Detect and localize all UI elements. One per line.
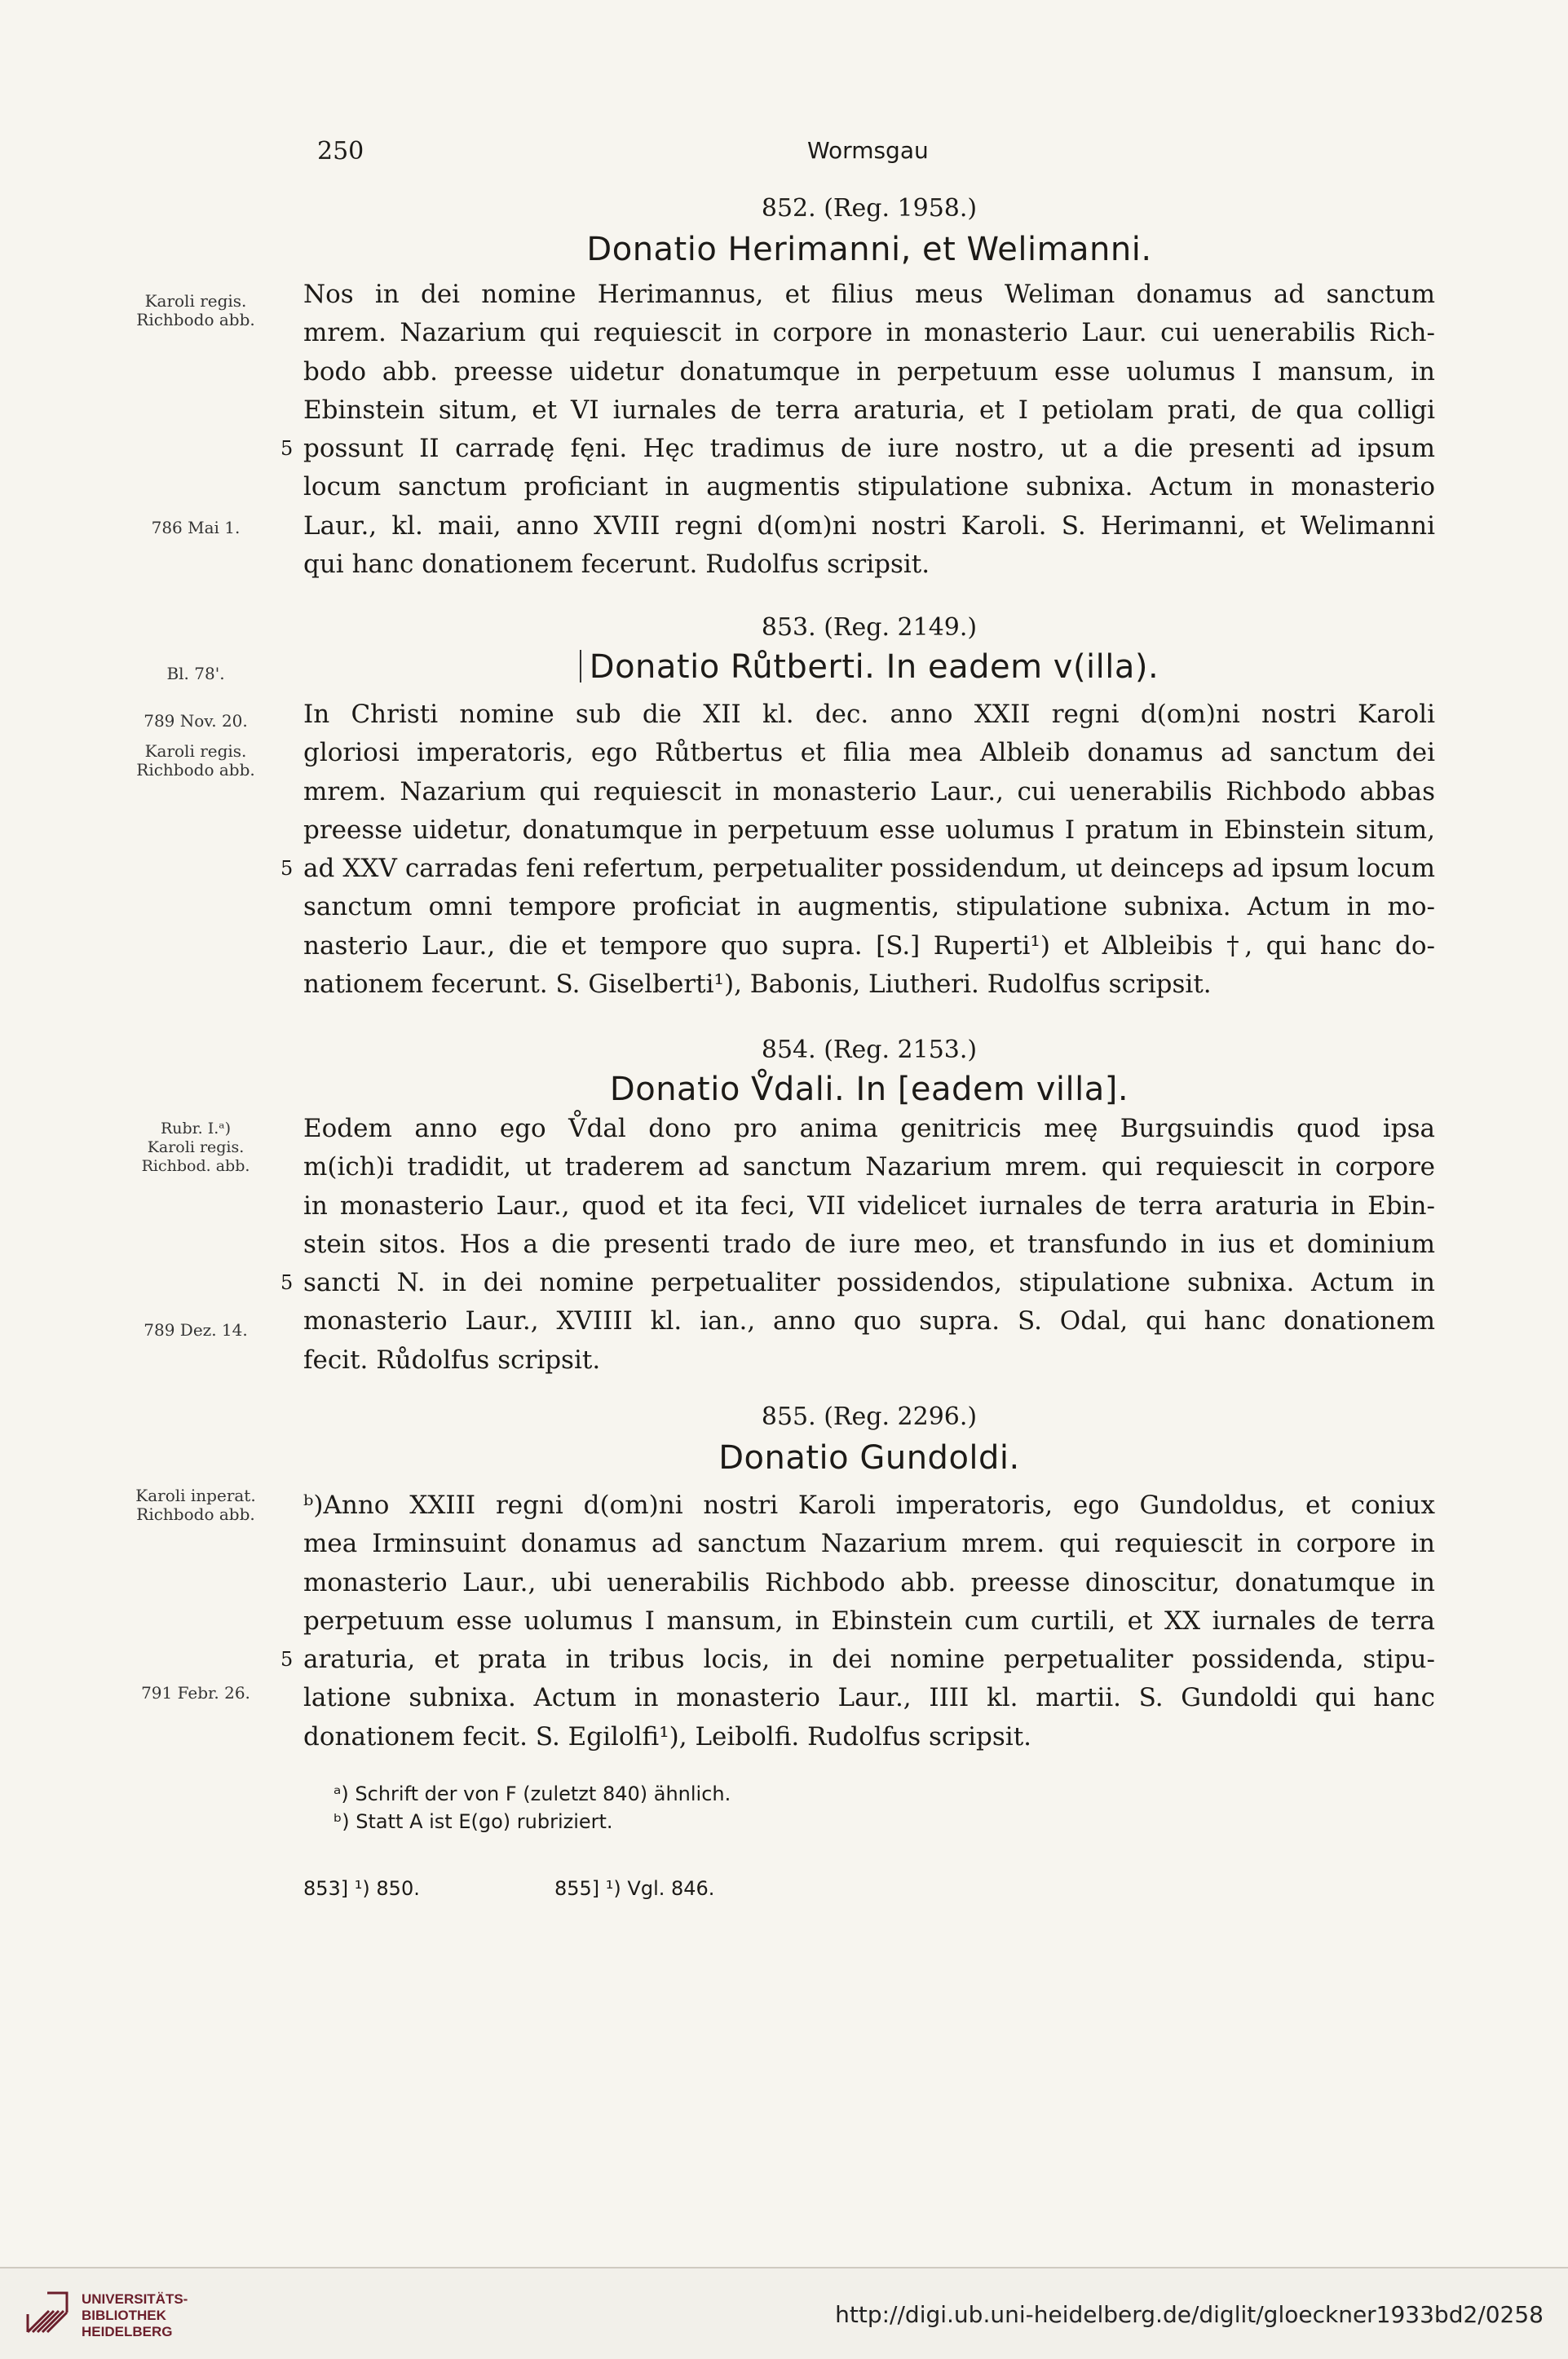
text-line: possunt II carradę fęni. Hęc tradimus de iure nostro, ut a die presenti ad ipsum xyxy=(303,434,1435,464)
text-line: sanctum omni tempore proficiat in augmentis, stipulatione subnixa. Actum in mo- xyxy=(303,892,1435,922)
text-line: gloriosi imperatoris, ego Růtbertus et filia mea Albleib donamus ad sanctum dei xyxy=(303,738,1435,768)
entry-854-title: Donatio V̊dali. In [eadem villa]. xyxy=(609,1071,1129,1108)
entry-852-text xyxy=(280,276,1435,584)
entry-855-text xyxy=(280,1487,1435,1756)
text-line: monasterio Laur., ubi uenerabilis Richbodo abb. preesse dinoscitur, donatumque in xyxy=(303,1567,1435,1597)
margin-note-date: 791 Febr. 26. xyxy=(141,1683,250,1703)
text-line: Laur., kl. maii, anno XVIII regni d(om)ni nostri Karoli. S. Herimanni, et Welimanni xyxy=(303,510,1435,541)
text-line: mea Irminsuint donamus ad sanctum Nazarium mrem. qui requiescit in corpore in xyxy=(303,1529,1435,1559)
entry-852-title: Donatio Herimanni, et Welimanni. xyxy=(586,231,1152,268)
text-line: locum sanctum proficiant in augmentis stipulatione subnixa. Actum in monasterio xyxy=(303,472,1435,502)
entry-854-text xyxy=(280,1110,1435,1380)
text-line: mrem. Nazarium qui requiescit in monasterio Laur., cui uenerabilis Richbodo abbas xyxy=(303,776,1435,806)
text-line: mrem. Nazarium qui requiescit in corpore in monasterio Laur. cui uenerabilis Rich- xyxy=(303,318,1435,348)
margin-note-date: 786 Mai 1. xyxy=(151,518,241,537)
margin-note-date: 789 Nov. 20. xyxy=(144,711,248,731)
margin-note-folio: Bl. 78'. xyxy=(166,664,225,683)
text-line: ᵇ)Anno XXIII regni d(om)ni nostri Karoli imperatoris, ego Gundoldus, et coniux xyxy=(303,1491,1435,1520)
permalink-url[interactable]: http://digi.ub.uni-heidelberg.de/diglit/gloeckner1933bd2/0258 xyxy=(835,2301,1544,2328)
text-line: latione subnixa. Actum in monasterio Laur., IIII kl. martii. S. Gundoldi qui hanc xyxy=(303,1683,1435,1713)
text-line: fecit. Růdolfus scripsit. xyxy=(303,1345,601,1375)
text-line: In Christi nomine sub die XII kl. dec. anno XXII regni d(om)ni nostri Karoli xyxy=(303,700,1435,729)
text-line: qui hanc donationem fecerunt. Rudolfus scripsit. xyxy=(303,550,930,580)
entry-854-number: 854. (Reg. 2153.) xyxy=(761,1036,978,1064)
column-break-bar xyxy=(580,650,581,683)
footnote-855: 855] ¹) Vgl. 846. xyxy=(554,1877,715,1900)
library-logo-icon xyxy=(24,2290,70,2335)
entry-853-title xyxy=(303,648,1435,686)
text-line: donationem fecit. S. Egilolfi¹), Leibolfi. Rudolfus scripsit. xyxy=(303,1721,1032,1752)
line-number: 5 xyxy=(280,1271,294,1294)
line-number: 5 xyxy=(280,437,294,460)
text-line: bodo abb. preesse uidetur donatumque in perpetuum esse uolumus I mansum, in xyxy=(303,356,1435,387)
entry-853-title-text: Donatio Růtberti. In eadem v(illa). xyxy=(589,648,1159,686)
margin-note: Richbod. abb. xyxy=(141,1157,250,1175)
library-name xyxy=(82,2291,188,2340)
line-number: 5 xyxy=(280,857,294,880)
footnote-b: ᵇ) Statt A ist E(go) rubriziert. xyxy=(333,1810,613,1833)
entry-853-text xyxy=(280,696,1435,1004)
margin-note: Karoli regis. Richbodo abb. xyxy=(136,741,255,780)
text-line: sancti N. in dei nomine perpetualiter possidendos, stipulatione subnixa. Actum in xyxy=(303,1268,1435,1298)
library-name-line: BIBLIOTHEK xyxy=(82,2308,166,2323)
margin-note: Karoli regis. Richbodo abb. xyxy=(136,291,255,329)
margin-note: Karoli inperat. Richbodo abb. xyxy=(135,1486,256,1524)
margin-note: Karoli regis. xyxy=(147,1138,245,1156)
footnote-a: ᵃ) Schrift der von F (zuletzt 840) ähnlich. xyxy=(333,1783,731,1805)
text-line: Eodem anno ego V̊dal dono pro anima genitricis meę Burgsuindis quod ipsa xyxy=(303,1114,1435,1143)
text-line: in monasterio Laur., quod et ita feci, VII videlicet iurnales de terra araturia in Ebin- xyxy=(303,1191,1435,1221)
entry-855-title: Donatio Gundoldi. xyxy=(718,1439,1020,1477)
entry-855-number: 855. (Reg. 2296.) xyxy=(761,1403,978,1431)
margin-note-rubric: Rubr. I.ᵃ) xyxy=(160,1120,232,1138)
entry-853-number: 853. (Reg. 2149.) xyxy=(761,613,978,642)
text-line: m(ich)i tradidit, ut traderem ad sanctum Nazarium mrem. qui requiescit in corpore xyxy=(303,1152,1435,1182)
running-title: Wormsgau xyxy=(807,137,929,164)
text-line: nationem fecerunt. S. Giselberti¹), Babonis, Liutheri. Rudolfus scripsit. xyxy=(303,970,1212,1000)
library-name-line: UNIVERSITÄTS- xyxy=(82,2291,188,2307)
text-line: preesse uidetur, donatumque in perpetuum esse uolumus I pratum in Ebinstein situm, xyxy=(303,815,1435,845)
entry-852-number: 852. (Reg. 1958.) xyxy=(761,194,978,223)
text-line: monasterio Laur., XVIIII kl. ian., anno quo supra. S. Odal, qui hanc donationem xyxy=(303,1306,1435,1336)
text-line: ad XXV carradas feni refertum, perpetualiter possidendum, ut deinceps ad ipsum locum xyxy=(303,854,1435,884)
library-name-line: HEIDELBERG xyxy=(82,2324,173,2339)
text-line: Nos in dei nomine Herimannus, et filius meus Weliman donamus ad sanctum xyxy=(303,280,1435,309)
margin-note-date: 789 Dez. 14. xyxy=(144,1320,248,1340)
line-number: 5 xyxy=(280,1648,294,1671)
footnote-853: 853] ¹) 850. xyxy=(303,1877,420,1900)
text-line: stein sitos. Hos a die presenti trado de iure meo, et transfundo in ius et dominium xyxy=(303,1229,1435,1259)
text-line: araturia, et prata in tribus locis, in dei nomine perpetualiter possidenda, stipu- xyxy=(303,1645,1435,1675)
text-line: perpetuum esse uolumus I mansum, in Ebinstein cum curtili, et XX iurnales de terra xyxy=(303,1606,1435,1636)
text-line: nasterio Laur., die et tempore quo supra. [S.] Ruperti¹) et Albleibis †, qui hanc do- xyxy=(303,930,1435,961)
text-line: Ebinstein situm, et VI iurnales de terra araturia, et I petiolam prati, de qua colligi xyxy=(303,395,1435,425)
page-number: 250 xyxy=(317,137,364,166)
